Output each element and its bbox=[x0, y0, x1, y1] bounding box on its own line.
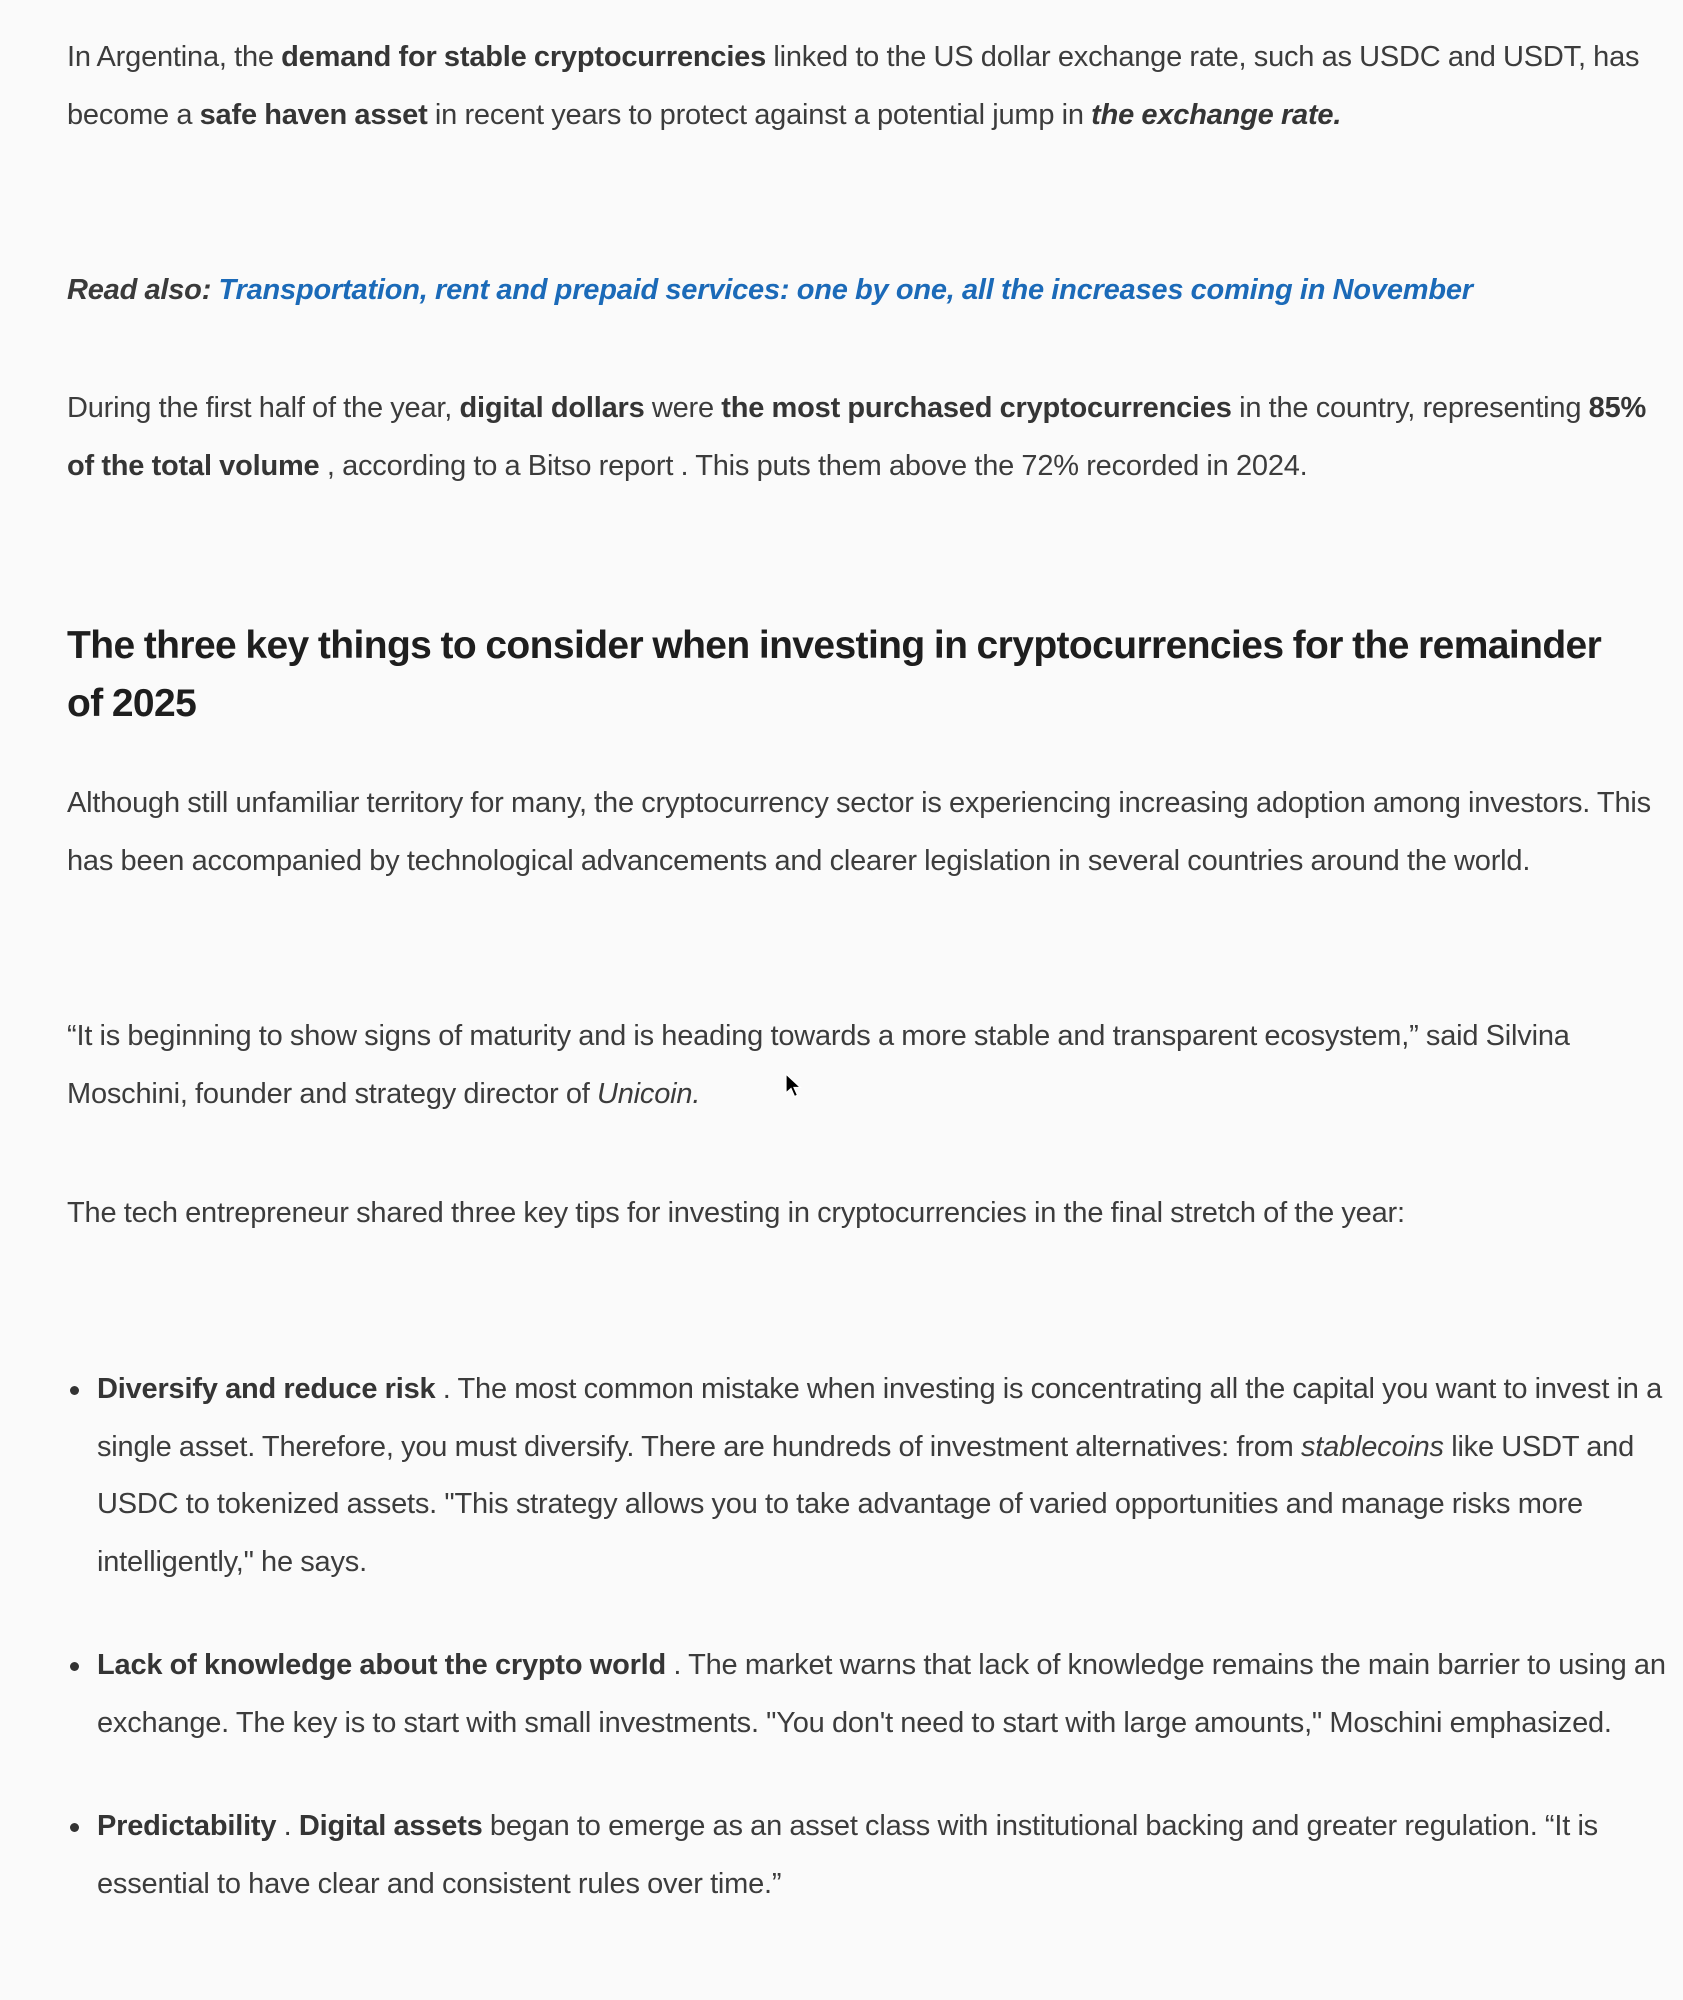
paragraph-digital-dollars bbox=[67, 380, 1667, 495]
text: During the first half of the year, bbox=[67, 392, 460, 424]
italic-text: Unicoin. bbox=[597, 1077, 701, 1110]
text: were bbox=[644, 392, 722, 424]
bold-text: safe haven asset bbox=[199, 98, 428, 131]
text: . The most common mistake when investing is concentrating all the capital you want to invest in a single asset. Therefore, you must diversify. There are hundreds of investment alternatives: from bbox=[97, 1373, 1662, 1463]
text: . The market warns that lack of knowledge remains the main barrier to using an exchange. The key is to start with small investments. "You don't need to start with large amounts," Moschini emphasized. bbox=[97, 1649, 1666, 1739]
paragraph-quote bbox=[67, 1008, 1627, 1123]
text: in recent years to protect against a potential jump in bbox=[427, 98, 1092, 131]
tips-list bbox=[67, 1361, 1667, 1913]
text: began to emerge as an asset class with institutional backing and greater regulation. “It is essential to have clear and consistent rules over time.” bbox=[97, 1810, 1598, 1900]
read-also bbox=[67, 262, 1667, 320]
italic-text: stablecoins bbox=[1300, 1430, 1444, 1463]
mouse-cursor-icon bbox=[785, 1073, 803, 1099]
bold-text: Predictability bbox=[97, 1810, 277, 1842]
bold-text: demand for stable cryptocurrencies bbox=[281, 41, 767, 73]
list-item bbox=[67, 1361, 1667, 1591]
bold-text: Digital assets bbox=[298, 1810, 483, 1842]
read-also-link[interactable]: Transportation, rent and prepaid services: one by one, all the increases coming in November bbox=[218, 274, 1473, 306]
bold-text: Diversify and reduce risk bbox=[97, 1373, 436, 1405]
bold-italic-text: the exchange rate. bbox=[1091, 98, 1342, 131]
text: like USDT and USDC to tokenized assets. "This strategy allows you to take advantage of varied opportunities and manage risks more intelligently," he says. bbox=[97, 1430, 1635, 1578]
text: “It is beginning to show signs of maturity and is heading towards a more stable and transparent ecosystem,” said Silvina Moschini, founder and strategy director of bbox=[67, 1020, 1570, 1110]
text: linked to the US dollar exchange rate, such as USDC and USDT, has become a bbox=[67, 41, 1640, 131]
section-heading: The three key things to consider when investing in cryptocurrencies for the remainder of 2025 bbox=[67, 624, 1602, 725]
bullet-icon bbox=[70, 1386, 79, 1395]
bold-text: Lack of knowledge about the crypto world bbox=[97, 1649, 667, 1681]
text: In Argentina, the bbox=[67, 41, 282, 73]
text: . bbox=[276, 1810, 299, 1842]
bullet-icon bbox=[70, 1823, 79, 1832]
bold-text: 85% of the total volume bbox=[67, 392, 1647, 482]
bold-text: the most purchased cryptocurrencies bbox=[721, 392, 1232, 424]
paragraph-stablecoin-demand bbox=[67, 29, 1667, 144]
bullet-icon bbox=[70, 1662, 79, 1671]
text: , according to a Bitso report . This puts them above the 72% recorded in 2024. bbox=[319, 449, 1308, 482]
bold-text: digital dollars bbox=[459, 392, 645, 424]
list-item bbox=[67, 1798, 1667, 1913]
text: in the country, representing bbox=[1231, 392, 1589, 424]
paragraph-adoption: Although still unfamiliar territory for many, the cryptocurrency sector is experiencing increasing adoption among investors. This has been accompanied by technological advancements and clearer legislation in several countries around the world. bbox=[67, 787, 1651, 877]
paragraph-tips-intro: The tech entrepreneur shared three key tips for investing in cryptocurrencies in the final stretch of the year: bbox=[67, 1197, 1405, 1229]
read-also-label: Read also: bbox=[67, 274, 219, 306]
list-item bbox=[67, 1637, 1667, 1752]
